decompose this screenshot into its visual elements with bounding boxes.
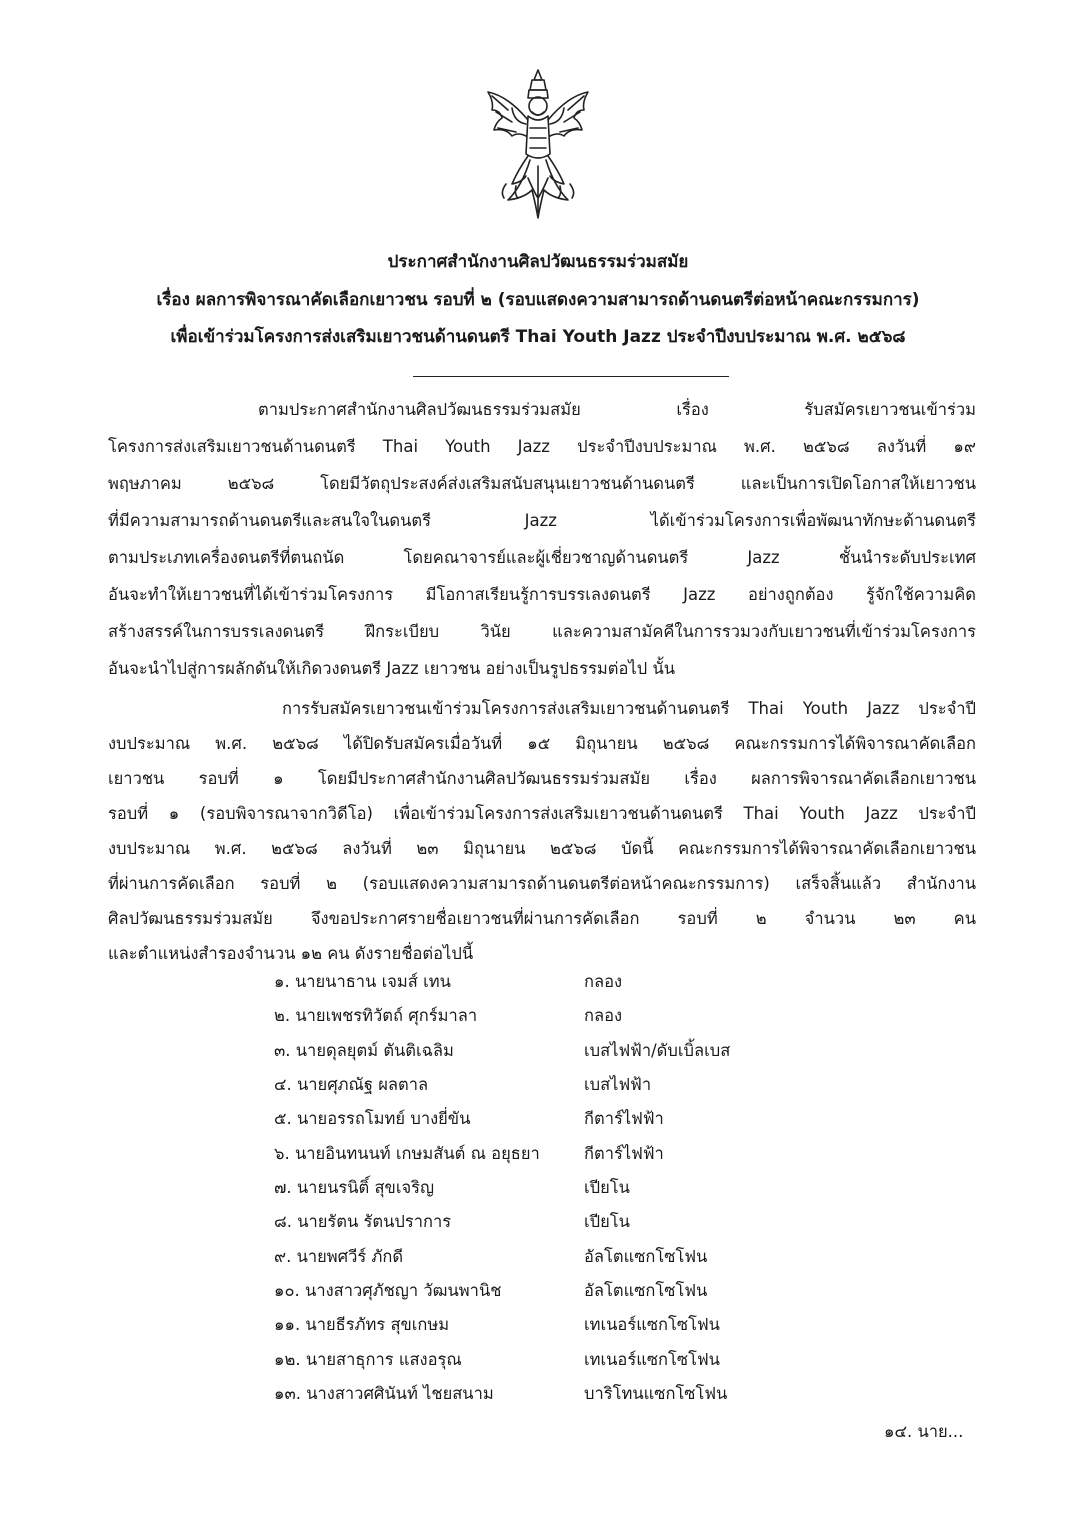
candidate-name: ๑๐. นางสาวศุภัชญา วัฒนพานิช [274,1281,502,1300]
paragraph-line: ที่มีความสามารถด้านดนตรีและสนใจในดนตรี Jazz ได้เข้าร่วมโครงการเพื่อพัฒนาทักษะด้านดนตรี [108,511,976,530]
candidate-name: ๑. นายนาธาน เจมส์ เทน [274,972,451,991]
candidate-name: ๔. นายศุภณัฐ ผลตาล [274,1075,429,1094]
candidate-name: ๗. นายนรนิติ์ สุขเจริญ [274,1178,435,1197]
paragraph-line: อันจะทำให้เยาวชนที่ได้เข้าร่วมโครงการ มีโอกาสเรียนรู้การบรรเลงดนตรี Jazz อย่างถูกต้อง รู้จักใช้ความคิด [108,585,976,604]
paragraph-line: เยาวชน รอบที่ ๑ โดยมีประกาศสำนักงานศิลปวัฒนธรรมร่วมสมัย เรื่อง ผลการพิจารณาคัดเลือกเยาวชน [108,769,976,788]
continuation-marker: ๑๔. นาย... [884,1422,964,1441]
candidate-name: ๑๓. นางสาวศศินันท์ ไชยสนาม [274,1384,494,1403]
candidate-name: ๓. นายดุลยุตม์ ตันติเฉลิม [274,1041,454,1060]
paragraph-line: อันจะนำไปสู่การผลักดันให้เกิดวงดนตรี Jazz เยาวชน อย่างเป็นรูปธรรมต่อไป นั้น [108,659,676,678]
paragraph-line: ที่ผ่านการคัดเลือก รอบที่ ๒ (รอบแสดงความสามารถด้านดนตรีต่อหน้าคณะกรรมการ) เสร็จสิ้นแล้ว สำนักงาน [108,874,976,893]
paragraph-line: ตามประกาศสำนักงานศิลปวัฒนธรรมร่วมสมัย เรื่อง รับสมัครเยาวชนเข้าร่วม [258,400,976,419]
candidate-instrument: กลอง [584,972,623,991]
candidate-instrument: เบสไฟฟ้า/ดับเบิ้ลเบส [584,1041,731,1060]
candidate-name: ๑๒. นายสาธุการ แสงอรุณ [274,1350,462,1369]
candidate-instrument: เปียโน [584,1212,630,1231]
candidate-instrument: อัลโตแซกโซโฟน [584,1247,708,1266]
paragraph-line: และตำแหน่งสำรองจำนวน ๑๒ คน ดังรายชื่อต่อไปนี้ [108,944,474,963]
garuda-emblem-icon [478,66,598,226]
candidate-instrument: กลอง [584,1006,623,1025]
announcement-subject: เรื่อง ผลการพิจารณาคัดเลือกเยาวชน รอบที่ ๒ (รอบแสดงความสามารถด้านดนตรีต่อหน้าคณะกรรมการ) [156,290,920,310]
candidate-name: ๖. นายอินทนนท์ เกษมสันต์ ณ อยุธยา [274,1144,540,1163]
candidate-instrument: กีตาร์ไฟฟ้า [584,1109,664,1128]
announcement-title: ประกาศสำนักงานศิลปวัฒนธรรมร่วมสมัย [387,252,689,272]
candidate-instrument: อัลโตแซกโซโฟน [584,1281,708,1300]
candidate-instrument: กีตาร์ไฟฟ้า [584,1144,664,1163]
candidate-instrument: เปียโน [584,1178,630,1197]
paragraph-line: โครงการส่งเสริมเยาวชนด้านดนตรี Thai Youth Jazz ประจำปีงบประมาณ พ.ศ. ๒๕๖๘ ลงวันที่ ๑๙ [108,437,976,456]
paragraph-line: รอบที่ ๑ (รอบพิจารณาจากวิดีโอ) เพื่อเข้าร่วมโครงการส่งเสริมเยาวชนด้านดนตรี Thai Youth Jazz ประจำปี [108,804,976,823]
title-divider [413,376,729,377]
paragraph-line: พฤษภาคม ๒๕๖๘ โดยมีวัตถุประสงค์ส่งเสริมสนับสนุนเยาวชนด้านดนตรี และเป็นการเปิดโอกาสให้เยาวชน [108,474,976,493]
candidate-instrument: เทเนอร์แซกโซโฟน [584,1315,720,1334]
candidate-name: ๒. นายเพชรทิวัตถ์ ศุกร์มาลา [274,1006,478,1025]
candidate-name: ๕. นายอรรถโมทย์ บางยี่ขัน [274,1109,471,1128]
paragraph-line: ตามประเภทเครื่องดนตรีที่ตนถนัด โดยคณาจารย์และผู้เชี่ยวชาญด้านดนตรี Jazz ชั้นนำระดับประเทศ [108,548,976,567]
candidate-name: ๘. นายรัตน รัตนปราการ [274,1212,452,1231]
candidate-name: ๑๑. นายธีรภัทร สุขเกษม [274,1315,450,1334]
announcement-project: เพื่อเข้าร่วมโครงการส่งเสริมเยาวชนด้านดนตรี Thai Youth Jazz ประจำปีงบประมาณ พ.ศ. ๒๕๖๘ [170,327,906,347]
candidate-name: ๙. นายพศวีร์ ภักดี [274,1247,404,1266]
candidate-instrument: บาริโทนแซกโซโฟน [584,1384,728,1403]
paragraph-line: สร้างสรรค์ในการบรรเลงดนตรี ฝึกระเบียบ วินัย และความสามัคคีในการรวมวงกับเยาวชนที่เข้าร่วมโครงการ [108,622,976,641]
paragraph-line: งบประมาณ พ.ศ. ๒๕๖๘ ลงวันที่ ๒๓ มิถุนายน ๒๕๖๘ บัดนี้ คณะกรรมการได้พิจารณาคัดเลือกเยาวชน [108,839,976,858]
candidate-instrument: เทเนอร์แซกโซโฟน [584,1350,720,1369]
paragraph-line: ศิลปวัฒนธรรมร่วมสมัย จึงขอประกาศรายชื่อเยาวชนที่ผ่านการคัดเลือก รอบที่ ๒ จำนวน ๒๓ คน [108,909,976,928]
paragraph-line: การรับสมัครเยาวชนเข้าร่วมโครงการส่งเสริมเยาวชนด้านดนตรี Thai Youth Jazz ประจำปี [282,699,976,718]
paragraph-line: งบประมาณ พ.ศ. ๒๕๖๘ ได้ปิดรับสมัครเมื่อวันที่ ๑๕ มิถุนายน ๒๕๖๘ คณะกรรมการได้พิจารณาคัดเลือก [108,734,976,753]
candidate-instrument: เบสไฟฟ้า [584,1075,652,1094]
